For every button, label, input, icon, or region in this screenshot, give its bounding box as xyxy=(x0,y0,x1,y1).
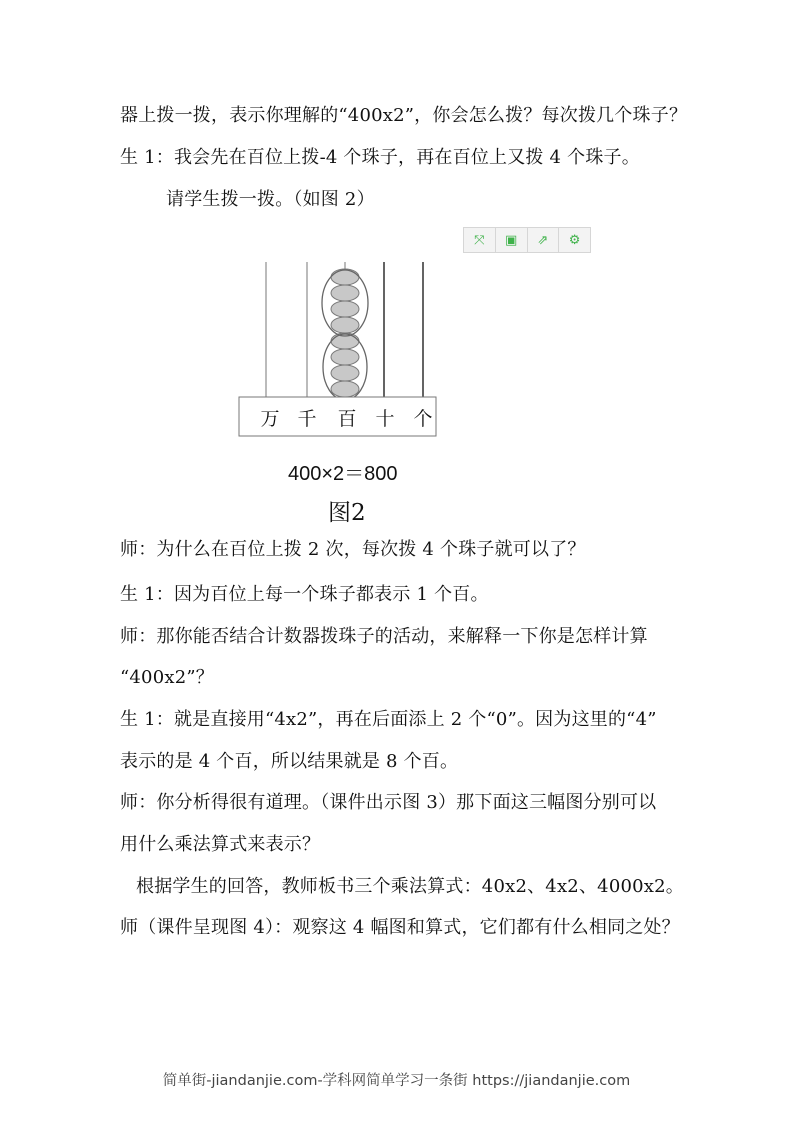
paragraph: “400x2”？ xyxy=(120,667,214,688)
expand-icon[interactable]: ⤧ xyxy=(464,228,496,252)
bead xyxy=(331,381,359,397)
abacus-figure xyxy=(230,255,460,485)
place-label: 十 xyxy=(375,408,395,430)
bead xyxy=(331,285,359,301)
image-toolbar xyxy=(463,227,591,253)
place-label: 百 xyxy=(337,408,357,430)
figure-caption: 图2 xyxy=(328,500,366,526)
equation: 400×2＝800 xyxy=(288,463,398,485)
place-label: 万 xyxy=(260,408,280,430)
footer-watermark: 简单街-jiandanjie.com-学科网简单学习一条街 https://jiandanjie.com xyxy=(162,1073,631,1089)
paragraph: 生 1：就是直接用“4x2”，再在后面添上 2 个“0”。因为这里的“4” xyxy=(120,709,657,730)
save-icon[interactable]: ▣ xyxy=(496,228,528,252)
place-label: 千 xyxy=(297,408,317,430)
paragraph: 器上拨一拨，表示你理解的“400x2”，你会怎么拨？每次拨几个珠子？ xyxy=(120,105,688,126)
settings-icon[interactable]: ⚙ xyxy=(568,232,581,248)
paragraph: 师：你分析得很有道理。（课件出示图 3）那下面这三幅图分别可以 xyxy=(120,792,657,813)
paragraph: 师（课件呈现图 4）：观察这 4 幅图和算式，它们都有什么相同之处？ xyxy=(120,917,680,938)
place-label: 个 xyxy=(413,408,433,430)
bead xyxy=(331,365,359,381)
paragraph: 根据学生的回答，教师板书三个乘法算式：40x2、4x2、4000x2。 xyxy=(136,876,684,897)
paragraph: 师：那你能否结合计数器拨珠子的活动，来解释一下你是怎样计算 xyxy=(120,626,648,647)
bead xyxy=(331,301,359,317)
paragraph: 师：为什么在百位上拨 2 次，每次拨 4 个珠子就可以了？ xyxy=(120,539,586,560)
abacus-drawing xyxy=(230,255,460,485)
paragraph: 请学生拨一拨。（如图 2） xyxy=(166,189,375,210)
bead xyxy=(331,317,359,333)
share-icon[interactable]: ⇗ xyxy=(528,228,560,252)
paragraph: 生 1：因为百位上每一个珠子都表示 1 个百。 xyxy=(120,584,489,605)
paragraph: 用什么乘法算式来表示？ xyxy=(120,834,321,855)
bead xyxy=(331,349,359,365)
paragraph: 生 1：我会先在百位上拨-4 个珠子，再在百位上又拨 4 个珠子。 xyxy=(120,147,640,168)
bead xyxy=(331,269,359,285)
paragraph: 表示的是 4 个百，所以结果就是 8 个百。 xyxy=(120,751,459,772)
